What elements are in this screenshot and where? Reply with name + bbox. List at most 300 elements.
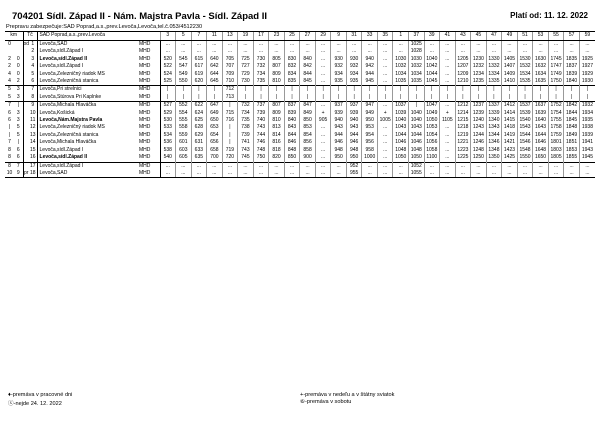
- departure-time: 1421: [502, 139, 518, 146]
- departure-time: 653: [207, 124, 223, 131]
- departure-time: 850: [284, 154, 300, 162]
- departure-time: 1853: [564, 147, 580, 154]
- km-backward: 3: [14, 117, 23, 124]
- departure-time: 1530: [517, 56, 533, 63]
- departure-time: 1534: [517, 71, 533, 78]
- stop-number: 4: [29, 63, 37, 70]
- stop-number: 12: [29, 124, 36, 131]
- table-row: [5, 56, 595, 63]
- departure-time: 955: [346, 170, 362, 178]
- departure-time: 940: [362, 56, 378, 63]
- departure-time: 605: [176, 154, 192, 162]
- departure-time: 603: [176, 147, 192, 154]
- departure-time: 1801: [548, 139, 564, 146]
- km-backward: [14, 48, 23, 55]
- departure-time: ...: [253, 48, 269, 55]
- departure-time: ...: [548, 162, 564, 170]
- departure-time: |: [564, 86, 580, 94]
- station-name: Levoča,sídl.Západ I: [39, 63, 84, 70]
- column-header-row: [5, 32, 595, 41]
- table-row: [5, 63, 595, 70]
- km-header: km: [5, 32, 23, 41]
- stop-number: 1: [29, 41, 37, 49]
- departure-time: 937: [331, 102, 347, 110]
- departure-time: |: [346, 94, 362, 102]
- station-name: Levoča,Pri strelnici: [37, 86, 138, 94]
- departure-time: ...: [269, 170, 285, 178]
- departure-time: 1207: [455, 63, 471, 70]
- table-row: [5, 124, 595, 131]
- stop-number: 14: [29, 139, 36, 146]
- departure-time: ...: [315, 154, 331, 162]
- stop-number: 5: [29, 71, 37, 78]
- departure-time: 629: [191, 132, 207, 139]
- departure-time: 547: [176, 63, 192, 70]
- departure-time: 1335: [486, 78, 502, 86]
- departure-time: 834: [284, 71, 300, 78]
- departure-time: 1805: [548, 154, 564, 162]
- departure-time: 1752: [548, 102, 564, 110]
- station-name: Levoča,Štúrova Pri Kaplnke: [39, 93, 102, 100]
- departure-time: ...: [471, 41, 487, 49]
- km-forward: 7: [8, 139, 11, 146]
- departure-time: ...: [191, 170, 207, 178]
- departure-time: |: [517, 86, 533, 94]
- transfer-info: MHD: [138, 139, 160, 146]
- departure-time: 945: [362, 78, 378, 86]
- departure-time: ...: [315, 63, 331, 70]
- departure-time: 1425: [502, 154, 518, 162]
- departure-time: 1550: [517, 154, 533, 162]
- departure-time: |: [486, 94, 502, 102]
- departure-time: 1849: [564, 132, 580, 139]
- departure-time: 1410: [502, 78, 518, 86]
- departure-time: 1221: [455, 139, 471, 146]
- departure-time: 1930: [579, 78, 595, 86]
- departure-time: 1056: [424, 139, 440, 146]
- departure-time: 818: [269, 147, 285, 154]
- trip-number: 37: [409, 32, 425, 41]
- transfer-info: MHD: [138, 48, 160, 55]
- departure-time: |: [222, 132, 238, 139]
- departure-time: 654: [207, 132, 223, 139]
- km-backward: |: [14, 139, 23, 146]
- km-forward: 8: [5, 162, 14, 170]
- departure-time: ...: [191, 48, 207, 55]
- departure-time: 640: [207, 56, 223, 63]
- departure-time: ...: [424, 48, 440, 55]
- km-backward: 3: [14, 86, 23, 94]
- departure-time: |: [548, 86, 564, 94]
- departure-time: 1346: [486, 139, 502, 146]
- departure-time: ...: [315, 78, 331, 86]
- departure-time: 952: [346, 162, 362, 170]
- departure-time: 1049: [424, 110, 440, 117]
- departure-time: ...: [315, 56, 331, 63]
- departure-time: 1030: [393, 56, 409, 63]
- departure-time: ...: [207, 41, 223, 49]
- station-name: Levoča,Nám.Majstra Pavla: [39, 117, 103, 124]
- departure-time: ...: [331, 162, 347, 170]
- departure-time: 946: [331, 139, 347, 146]
- trip-number: 13: [222, 32, 238, 41]
- departure-time: ...: [424, 41, 440, 49]
- stop-number: 11: [30, 117, 36, 124]
- departure-time: ...: [440, 170, 456, 178]
- departure-time: ...: [440, 124, 456, 131]
- departure-time: |: [315, 94, 331, 102]
- departure-time: 524: [160, 71, 176, 78]
- km-backward: |: [14, 102, 23, 110]
- departure-time: ...: [440, 41, 456, 49]
- departure-time: ...: [471, 48, 487, 55]
- departure-time: 734: [238, 110, 254, 117]
- departure-time: ...: [517, 41, 533, 49]
- departure-time: 1840: [564, 78, 580, 86]
- table-row: [5, 71, 595, 78]
- departure-time: 1334: [486, 71, 502, 78]
- departure-time: 625: [191, 117, 207, 124]
- departure-time: ...: [284, 41, 300, 49]
- departure-time: ...: [377, 102, 393, 110]
- km-forward: |: [8, 131, 11, 138]
- departure-time: 1754: [548, 110, 564, 117]
- departure-time: 1230: [471, 56, 487, 63]
- departure-time: |: [362, 86, 378, 94]
- departure-time: 850: [300, 117, 316, 124]
- departure-time: 534: [160, 132, 176, 139]
- departure-time: |: [238, 94, 254, 102]
- departure-time: 839: [284, 110, 300, 117]
- station-name: Levoča,sídl.Západ I: [39, 146, 84, 153]
- departure-time: 1405: [502, 56, 518, 63]
- departure-time: ...: [440, 71, 456, 78]
- departure-time: ...: [564, 162, 580, 170]
- departure-time: ...: [222, 170, 238, 178]
- departure-time: 712: [222, 86, 238, 94]
- departure-time: 944: [362, 71, 378, 78]
- departure-time: 549: [176, 71, 192, 78]
- km-backward: 5: [14, 124, 23, 131]
- departure-time: ...: [579, 162, 595, 170]
- departure-time: 1749: [548, 71, 564, 78]
- departure-time: ...: [517, 162, 533, 170]
- departure-time: 842: [300, 63, 316, 70]
- departure-time: 615: [191, 56, 207, 63]
- departure-time: 1350: [486, 154, 502, 162]
- departure-time: 1348: [486, 147, 502, 154]
- departure-time: 1225: [455, 154, 471, 162]
- departure-time: 809: [269, 71, 285, 78]
- departure-time: 559: [176, 132, 192, 139]
- stop-number: 9: [29, 102, 37, 110]
- departure-time: 816: [269, 139, 285, 146]
- trip-number: 11: [207, 32, 223, 41]
- departure-time: |: [222, 102, 238, 110]
- departure-time: ...: [393, 48, 409, 55]
- departure-time: |: [471, 86, 487, 94]
- departure-time: 1640: [533, 117, 549, 124]
- departure-time: 1837: [564, 63, 580, 70]
- table-row: [5, 102, 595, 110]
- departure-time: 740: [253, 117, 269, 124]
- km-forward: [5, 48, 14, 55]
- departure-time: 1344: [486, 132, 502, 139]
- departure-time: 530: [160, 117, 176, 124]
- departure-time: |: [191, 86, 207, 94]
- km-backward: 0: [14, 63, 23, 70]
- departure-time: |: [455, 94, 471, 102]
- departure-time: ...: [486, 48, 502, 55]
- departure-time: 1848: [564, 124, 580, 131]
- transfer-info: MHD: [138, 170, 160, 178]
- departure-time: 738: [238, 124, 254, 131]
- departure-time: ...: [393, 162, 409, 170]
- departure-time: 1047: [424, 102, 440, 110]
- departure-time: 939: [331, 110, 347, 117]
- transfer-info: MHD: [138, 86, 160, 94]
- departure-time: 730: [253, 56, 269, 63]
- departure-time: |: [300, 86, 316, 94]
- departure-time: 807: [269, 63, 285, 70]
- departure-time: 1040: [409, 117, 425, 124]
- departure-time: 932: [331, 63, 347, 70]
- departure-time: ...: [486, 170, 502, 178]
- departure-time: 635: [191, 154, 207, 162]
- departure-time: 1044: [393, 132, 409, 139]
- departure-time: |: [533, 94, 549, 102]
- arr-dep-flag: pr: [24, 169, 29, 176]
- trip-number: 19: [238, 32, 254, 41]
- departure-time: 1042: [424, 63, 440, 70]
- departure-time: ...: [502, 41, 518, 49]
- departure-time: 1835: [564, 56, 580, 63]
- departure-time: |: [269, 86, 285, 94]
- station-name: Levoča,Michala Hlaváčka: [39, 139, 97, 146]
- departure-time: 948: [331, 147, 347, 154]
- departure-time: ...: [315, 147, 331, 154]
- departure-time: 1332: [486, 63, 502, 70]
- km-forward: 8: [8, 146, 11, 153]
- departure-time: ...: [377, 56, 393, 63]
- departure-time: ...: [377, 139, 393, 146]
- table-row: [5, 162, 595, 170]
- departure-time: ...: [502, 48, 518, 55]
- departure-time: 719: [222, 147, 238, 154]
- departure-time: ...: [564, 48, 580, 55]
- departure-time: ...: [331, 48, 347, 55]
- departure-time: 1544: [517, 132, 533, 139]
- departure-time: ...: [533, 170, 549, 178]
- km-forward: 2: [8, 55, 11, 62]
- trip-number: 3: [160, 32, 176, 41]
- stop-number: 16: [29, 154, 36, 161]
- departure-time: ...: [455, 41, 471, 49]
- tc-header: Tč: [23, 32, 37, 41]
- departure-time: 1100: [424, 154, 440, 162]
- departure-time: ...: [315, 170, 331, 178]
- departure-time: ...: [191, 41, 207, 49]
- departure-time: 1635: [533, 78, 549, 86]
- table-row: [5, 110, 595, 117]
- departure-time: 1235: [471, 78, 487, 86]
- table-row: [5, 154, 595, 162]
- arr-dep-flag: od: [23, 41, 30, 47]
- departure-time: 1105: [440, 117, 456, 124]
- transfer-info: MHD: [138, 71, 160, 78]
- departure-time: 1409: [502, 71, 518, 78]
- station-name: Levoča,Železničný riadok MŠ: [39, 124, 105, 131]
- departure-time: 1050: [409, 154, 425, 162]
- departure-time: 656: [207, 139, 223, 146]
- trip-number: 33: [362, 32, 378, 41]
- departure-time: 1058: [424, 147, 440, 154]
- departure-time: 1055: [409, 170, 425, 178]
- trip-number: 27: [300, 32, 316, 41]
- station-name: Levoča,sídl.Západ I: [37, 162, 138, 170]
- transfer-info: MHD: [138, 147, 160, 154]
- departure-time: 650: [207, 117, 223, 124]
- departure-time: ...: [346, 41, 362, 49]
- departure-time: |: [579, 86, 595, 94]
- km-forward: 0: [8, 41, 11, 47]
- departure-time: 1034: [409, 71, 425, 78]
- timetable-header: [12, 11, 588, 25]
- departure-time: 1634: [533, 71, 549, 78]
- departure-time: 848: [284, 147, 300, 154]
- transfer-info: MHD: [138, 94, 160, 102]
- departure-time: ...: [253, 170, 269, 178]
- departure-time: |: [253, 86, 269, 94]
- departure-time: ...: [160, 48, 176, 55]
- departure-time: ...: [579, 41, 595, 49]
- departure-time: ...: [269, 48, 285, 55]
- departure-time: |: [160, 94, 176, 102]
- departure-time: 554: [176, 110, 192, 117]
- trip-number: 49: [502, 32, 518, 41]
- transfer-info: MHD: [138, 154, 160, 162]
- departure-time: ...: [377, 71, 393, 78]
- station-name: Levoča,Železničná stanica: [39, 78, 99, 85]
- departure-time: 716: [222, 117, 238, 124]
- table-row: [5, 132, 595, 139]
- departure-time: 1034: [393, 71, 409, 78]
- departure-time: 1758: [548, 124, 564, 131]
- departure-time: ...: [455, 48, 471, 55]
- trip-number: 43: [455, 32, 471, 41]
- departure-time: 1035: [393, 78, 409, 86]
- departure-time: 536: [160, 139, 176, 146]
- departure-time: 1925: [579, 56, 595, 63]
- departure-time: 835: [284, 78, 300, 86]
- departure-time: 739: [253, 110, 269, 117]
- trip-number: 41: [440, 32, 456, 41]
- departure-time: |: [315, 86, 331, 94]
- km-forward: 4: [8, 78, 11, 85]
- departure-time: |: [440, 94, 456, 102]
- departure-time: 1339: [486, 110, 502, 117]
- departure-time: 649: [207, 110, 223, 117]
- departure-time: ...: [471, 170, 487, 178]
- departure-time: 900: [300, 154, 316, 162]
- km-backward: 0: [14, 56, 23, 63]
- departure-time: 1855: [564, 154, 580, 162]
- departure-time: ...: [377, 48, 393, 55]
- departure-time: 550: [176, 78, 192, 86]
- departure-time: 529: [160, 110, 176, 117]
- trip-number: 29: [315, 32, 331, 41]
- departure-time: 956: [362, 139, 378, 146]
- departure-time: 1205: [455, 56, 471, 63]
- station-name: Levoča,Michala Hlaváčka: [37, 102, 138, 110]
- departure-time: ...: [393, 170, 409, 178]
- km-backward: 0: [14, 71, 23, 78]
- transfer-info: MHD: [138, 132, 160, 139]
- departure-time: 950: [346, 154, 362, 162]
- departure-time: 746: [253, 139, 269, 146]
- departure-time: 1043: [409, 124, 425, 131]
- station-name: Levoča,Košická: [39, 109, 75, 116]
- departure-time: 734: [253, 71, 269, 78]
- table-row: [5, 94, 595, 102]
- departure-time: 624: [191, 110, 207, 117]
- departure-time: |: [377, 86, 393, 94]
- km-forward: 5: [8, 93, 11, 100]
- departure-time: |: [362, 94, 378, 102]
- km-forward: 6: [8, 109, 11, 116]
- trip-number: 1: [393, 32, 409, 41]
- departure-time: 844: [284, 132, 300, 139]
- departure-time: ...: [284, 162, 300, 170]
- departure-time: |: [424, 94, 440, 102]
- departure-time: |: [300, 94, 316, 102]
- departure-time: ...: [300, 41, 316, 49]
- table-row: [5, 117, 595, 124]
- trip-number: 7: [191, 32, 207, 41]
- departure-time: 1000: [362, 154, 378, 162]
- departure-time: |: [238, 86, 254, 94]
- line-title: 704201 Sídl. Západ II - Nám. Majstra Pavla - Sídl. Západ II: [12, 11, 268, 22]
- departure-time: 937: [346, 102, 362, 110]
- footnote-sunday: +-premáva v nedeľu a v štátny sviatok: [300, 392, 395, 398]
- departure-time: 1046: [409, 139, 425, 146]
- departure-time: 953: [362, 124, 378, 131]
- footnote-holiday-exception: ⓧ-nejde 24. 12. 2022: [8, 401, 62, 407]
- departure-time: 939: [346, 110, 362, 117]
- departure-time: ...: [253, 41, 269, 49]
- departure-time: ...: [315, 124, 331, 131]
- departure-time: ...: [440, 147, 456, 154]
- departure-time: ...: [377, 162, 393, 170]
- departure-time: 1932: [579, 102, 595, 110]
- departure-time: 1032: [393, 63, 409, 70]
- departure-time: |: [409, 102, 425, 110]
- departure-time: 1040: [393, 117, 409, 124]
- departure-time: 709: [222, 71, 238, 78]
- departure-time: ...: [300, 162, 316, 170]
- departure-time: 1412: [502, 102, 518, 110]
- departure-time: 520: [160, 56, 176, 63]
- departure-time: 1845: [564, 117, 580, 124]
- departure-time: 1644: [533, 132, 549, 139]
- departure-time: ...: [362, 170, 378, 178]
- departure-time: |: [564, 94, 580, 102]
- table-row: [5, 139, 595, 146]
- departure-time: ...: [176, 41, 192, 49]
- trip-number: 35: [377, 32, 393, 41]
- departure-time: ...: [362, 41, 378, 49]
- departure-time: 950: [362, 117, 378, 124]
